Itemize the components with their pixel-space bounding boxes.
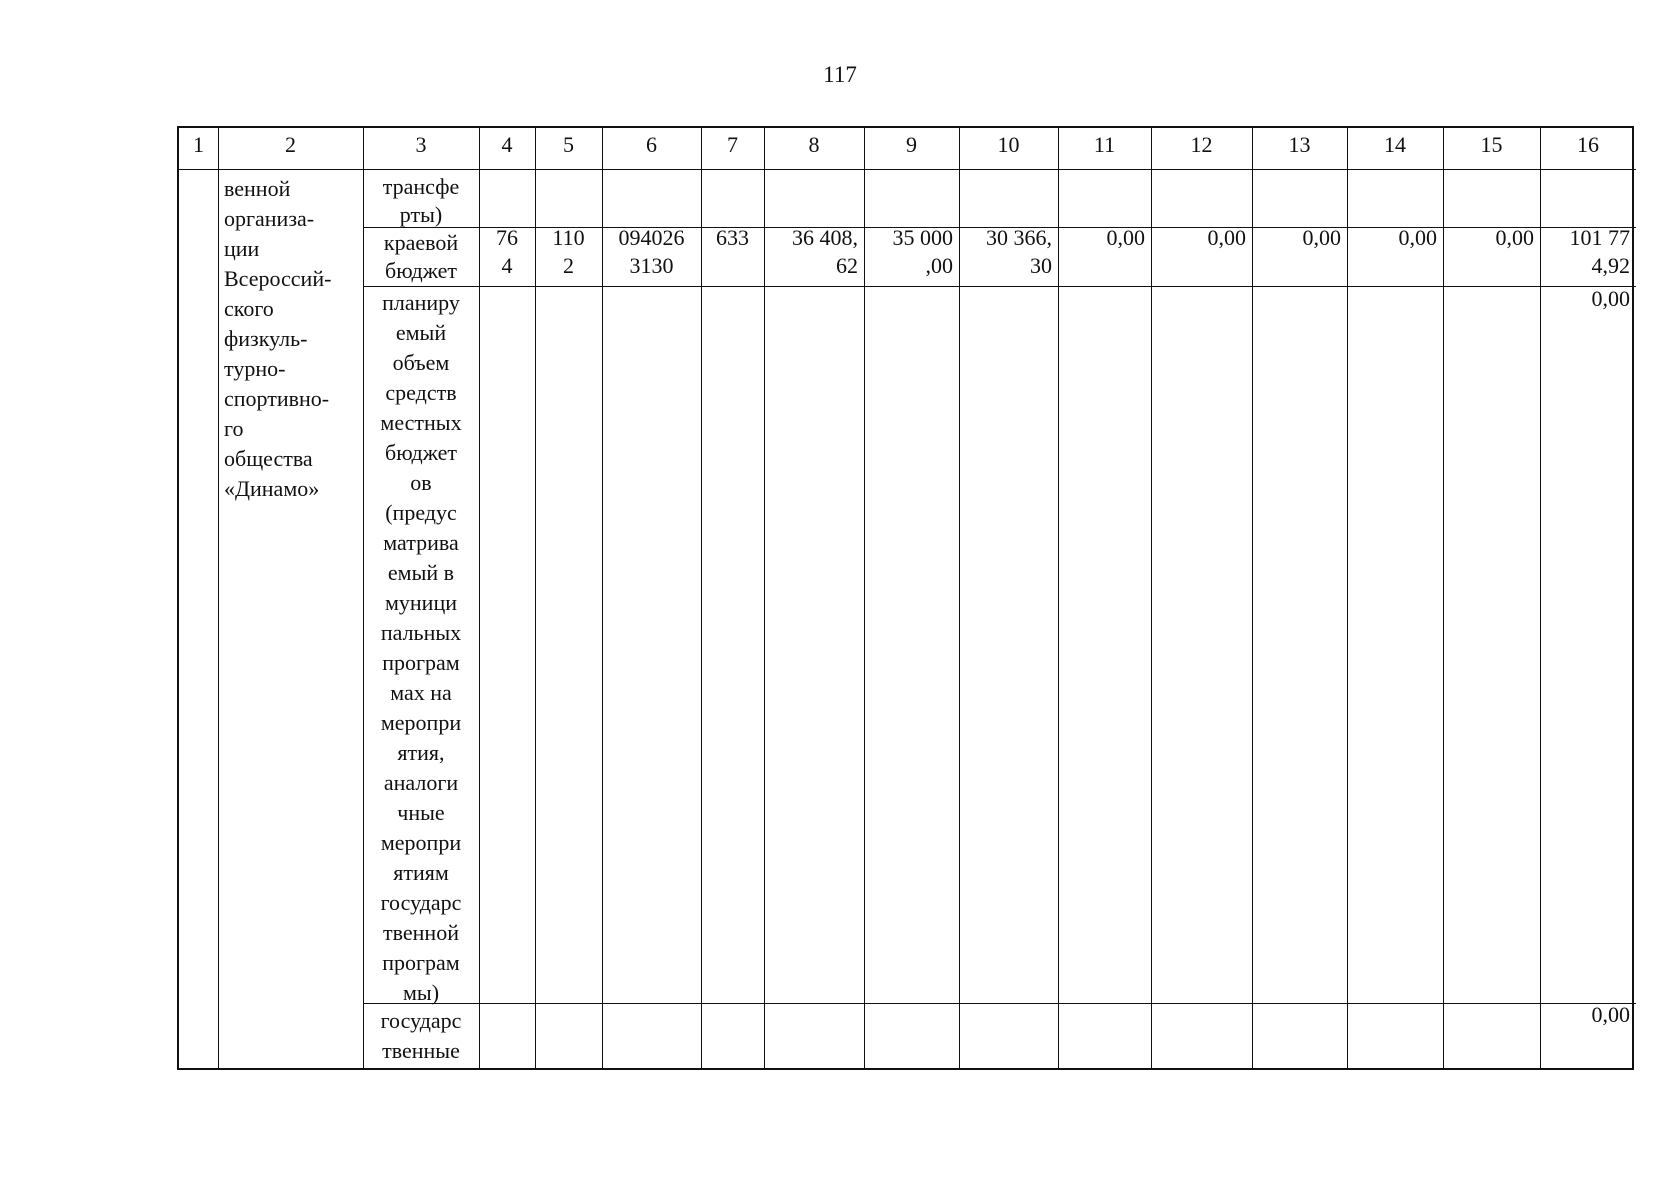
column-number-3: 3 xyxy=(415,132,427,157)
cell-text-line: 0,00 xyxy=(1207,225,1246,250)
cell-text-line: бюджет xyxy=(385,258,457,283)
cell-text-line: мы) xyxy=(402,980,440,1005)
column-divider xyxy=(764,128,765,1068)
cell-text-line: 3130 xyxy=(629,253,674,278)
cell-text-line: матрива xyxy=(383,530,459,555)
cell-text-line: емый в xyxy=(387,560,455,585)
column-number-5: 5 xyxy=(563,132,574,157)
cell-text-line: физкуль- xyxy=(224,326,308,351)
column-divider xyxy=(1252,128,1253,1068)
cell-text-line: турно- xyxy=(224,356,286,381)
cell-text-line: 4,92 xyxy=(1591,253,1630,278)
cell-text-line: 101 77 xyxy=(1569,225,1630,250)
table-cell xyxy=(1064,224,1145,252)
cell-text-line: меропри xyxy=(380,830,462,855)
table-cell xyxy=(224,174,357,504)
cell-text-line: ции xyxy=(224,236,260,261)
cell-text-line: краевой xyxy=(383,230,459,255)
table-cell xyxy=(369,229,473,285)
cell-text-line: «Динамо» xyxy=(224,476,320,501)
cell-text-line: средств xyxy=(385,380,457,405)
cell-text-line: 36 408, xyxy=(792,225,858,250)
column-number-11: 11 xyxy=(1093,132,1116,157)
column-number-1: 1 xyxy=(193,132,204,157)
cell-text-line: муници xyxy=(384,590,457,615)
cell-text-line: пальных xyxy=(380,620,462,645)
column-number-16: 16 xyxy=(1577,132,1599,157)
table-cell xyxy=(369,288,473,1008)
cell-text-line: 30 xyxy=(1030,253,1052,278)
cell-text-line: Всероссий- xyxy=(224,266,332,291)
state-c16: 0,00 xyxy=(1591,1002,1630,1027)
cell-text-line: го xyxy=(224,416,244,441)
cell-text-line: 4 xyxy=(501,253,513,278)
column-number-13: 13 xyxy=(1288,132,1311,157)
page-number: 117 xyxy=(823,62,857,87)
row-divider xyxy=(363,286,1636,287)
cell-text-line: 0,00 xyxy=(1495,225,1534,250)
column-number-10: 10 xyxy=(997,132,1020,157)
table-cell xyxy=(369,173,473,229)
column-number-12: 12 xyxy=(1190,132,1213,157)
table-cell xyxy=(770,224,858,280)
table-cell xyxy=(1157,224,1246,252)
column-number-15: 15 xyxy=(1480,132,1503,157)
table-cell xyxy=(870,224,953,280)
table-cell xyxy=(707,224,758,252)
column-divider xyxy=(959,128,960,1068)
cell-text-line: програм xyxy=(382,650,460,675)
cell-text-line: 30 366, xyxy=(986,225,1052,250)
cell-text-line: 0,00 xyxy=(1106,225,1145,250)
column-divider xyxy=(701,128,702,1068)
cell-text-line: венной xyxy=(224,176,291,201)
cell-text-line: ятиям xyxy=(393,860,449,885)
cell-text-line: чные xyxy=(397,800,445,825)
cell-text-line: государс xyxy=(380,890,462,915)
cell-text-line: 110 xyxy=(552,225,585,250)
cell-text-line: организа- xyxy=(224,206,315,231)
cell-text-line: ,00 xyxy=(925,253,953,278)
column-divider xyxy=(1347,128,1348,1068)
column-number-6: 6 xyxy=(646,132,657,157)
cell-text-line: твенной xyxy=(383,920,459,945)
cell-text-line: програм xyxy=(382,950,460,975)
table-cell xyxy=(541,224,596,280)
cell-text-line: (предус xyxy=(385,500,457,525)
cell-text-line: 094026 xyxy=(618,225,685,250)
budget-table xyxy=(177,126,1634,1070)
cell-text-line: объем xyxy=(392,350,450,375)
cell-text-line: 62 xyxy=(836,253,858,278)
cell-text-line: 76 xyxy=(496,225,518,250)
cell-text-line: спортивно- xyxy=(224,386,330,411)
table-cell xyxy=(1546,224,1630,280)
cell-text-line: государс xyxy=(380,1008,462,1033)
cell-text-line: 2 xyxy=(563,253,574,278)
cell-text-line: бюджет xyxy=(385,440,457,465)
table-cell xyxy=(1449,224,1534,252)
cell-text-line: емый xyxy=(395,320,447,345)
cell-text-line: местных xyxy=(380,410,462,435)
cell-text-line: ов xyxy=(410,470,432,495)
column-divider xyxy=(363,128,364,1068)
cell-text-line: меропри xyxy=(380,710,462,735)
cell-text-line: рты) xyxy=(399,202,443,227)
cell-text-line: 0,00 xyxy=(1398,225,1437,250)
table-cell xyxy=(608,224,695,280)
table-cell xyxy=(369,1006,473,1066)
column-number-2: 2 xyxy=(285,132,296,157)
column-number-8: 8 xyxy=(808,132,820,157)
column-divider xyxy=(1540,128,1541,1068)
table-cell xyxy=(1353,224,1437,252)
cell-text-line: 633 xyxy=(716,225,749,250)
column-divider xyxy=(1151,128,1152,1068)
cell-text-line: 35 000 xyxy=(892,225,953,250)
cell-text-line: аналоги xyxy=(383,770,459,795)
cell-text-line: планиру xyxy=(382,290,460,315)
column-divider xyxy=(479,128,480,1068)
column-divider xyxy=(1058,128,1059,1068)
table-cell xyxy=(1258,224,1341,252)
table-cell xyxy=(485,224,529,280)
cell-text-line: 0,00 xyxy=(1302,225,1341,250)
column-number-4: 4 xyxy=(501,132,513,157)
header-divider xyxy=(179,169,1636,170)
cell-text-line: ского xyxy=(224,296,274,321)
column-number-14: 14 xyxy=(1384,132,1406,157)
column-divider xyxy=(1443,128,1444,1068)
column-divider xyxy=(602,128,603,1068)
row-divider xyxy=(363,1003,1636,1004)
column-number-9: 9 xyxy=(906,132,917,157)
cell-text-line: трансфе xyxy=(382,174,460,199)
cell-text-line: твенные xyxy=(382,1038,460,1063)
cell-text-line: мах на xyxy=(390,680,452,705)
column-divider xyxy=(535,128,536,1068)
planned-local-c16: 0,00 xyxy=(1591,286,1630,311)
cell-text-line: ятия, xyxy=(397,740,445,765)
column-divider xyxy=(218,128,219,1068)
column-divider xyxy=(864,128,865,1068)
cell-text-line: общества xyxy=(224,446,313,471)
table-cell xyxy=(965,224,1052,280)
column-number-7: 7 xyxy=(727,132,738,157)
